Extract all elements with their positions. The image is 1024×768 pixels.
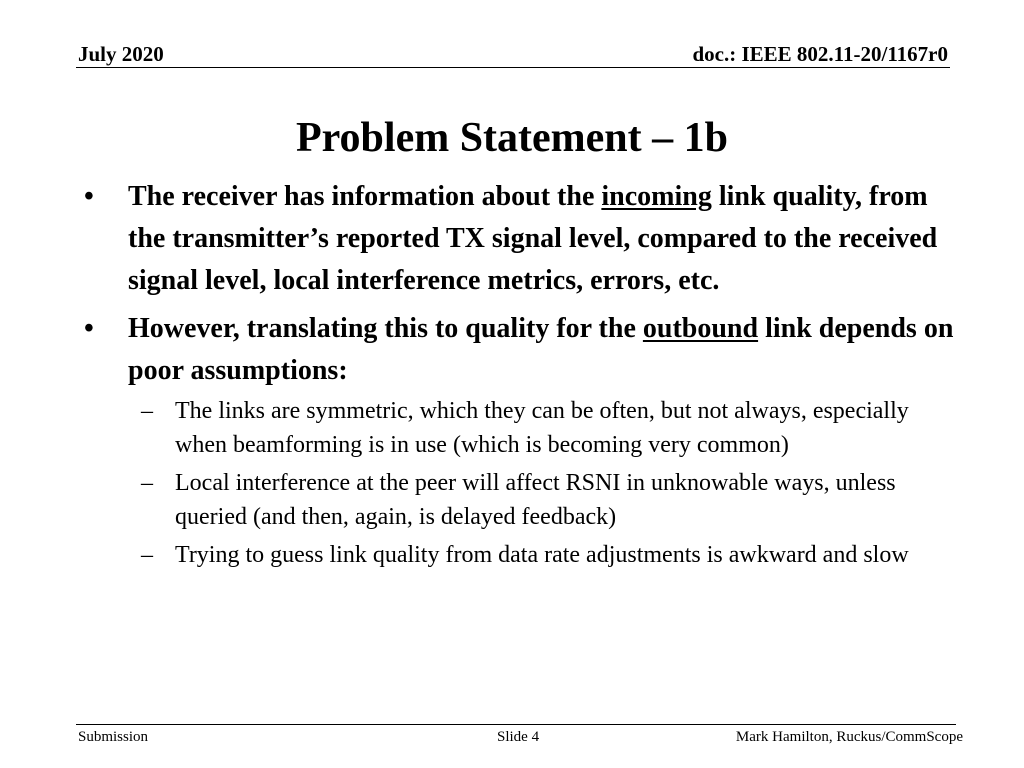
- header-date: July 2020: [78, 42, 164, 66]
- bullet-1: [84, 176, 964, 302]
- bullet-marker: •: [84, 313, 94, 344]
- footer-divider: [76, 724, 956, 725]
- footer-slide-number: Slide 4: [497, 729, 540, 745]
- sub-bullet-1: [141, 394, 945, 462]
- sub-bullet-2-text: Local interference at the peer will affect RSNI in unknowable ways, unless queried (and then, again, is delayed feedback): [175, 470, 896, 530]
- dash-marker: –: [141, 470, 153, 496]
- dash-marker: –: [141, 542, 153, 568]
- slide-title: Problem Statement – 1b: [296, 115, 728, 161]
- sub-bullet-3: [141, 538, 945, 572]
- bullet-1-text-post: link quality, from the transmitter’s reported TX signal level, compared to the received signal level, local interference metrics, errors, etc.: [128, 181, 938, 296]
- sub-bullet-1-text: The links are symmetric, which they can be often, but not always, especially when beamforming is in use (which is becoming very common): [175, 398, 909, 458]
- footer-submission: Submission: [78, 729, 149, 745]
- bullet-marker: •: [84, 181, 94, 212]
- bullet-2-underlined-word: outbound: [642, 313, 759, 344]
- header-divider: [76, 67, 950, 68]
- bullet-2: [84, 308, 964, 392]
- bullet-1-underlined-word: incoming: [601, 181, 712, 212]
- bullet-2-text-post: link depends on poor assumptions:: [128, 313, 954, 386]
- bullet-1-text-pre: The receiver has information about the: [128, 181, 602, 212]
- slide-body: [84, 176, 964, 576]
- sub-bullet-2: [141, 466, 945, 534]
- sub-bullet-3-text: Trying to guess link quality from data rate adjustments is awkward and slow: [175, 542, 909, 568]
- footer-author: Mark Hamilton, Ruckus/CommScope: [735, 729, 963, 745]
- bullet-2-text-pre: However, translating this to quality for the: [128, 313, 643, 344]
- dash-marker: –: [141, 398, 153, 424]
- header-doc-id: doc.: IEEE 802.11-20/1167r0: [692, 42, 948, 66]
